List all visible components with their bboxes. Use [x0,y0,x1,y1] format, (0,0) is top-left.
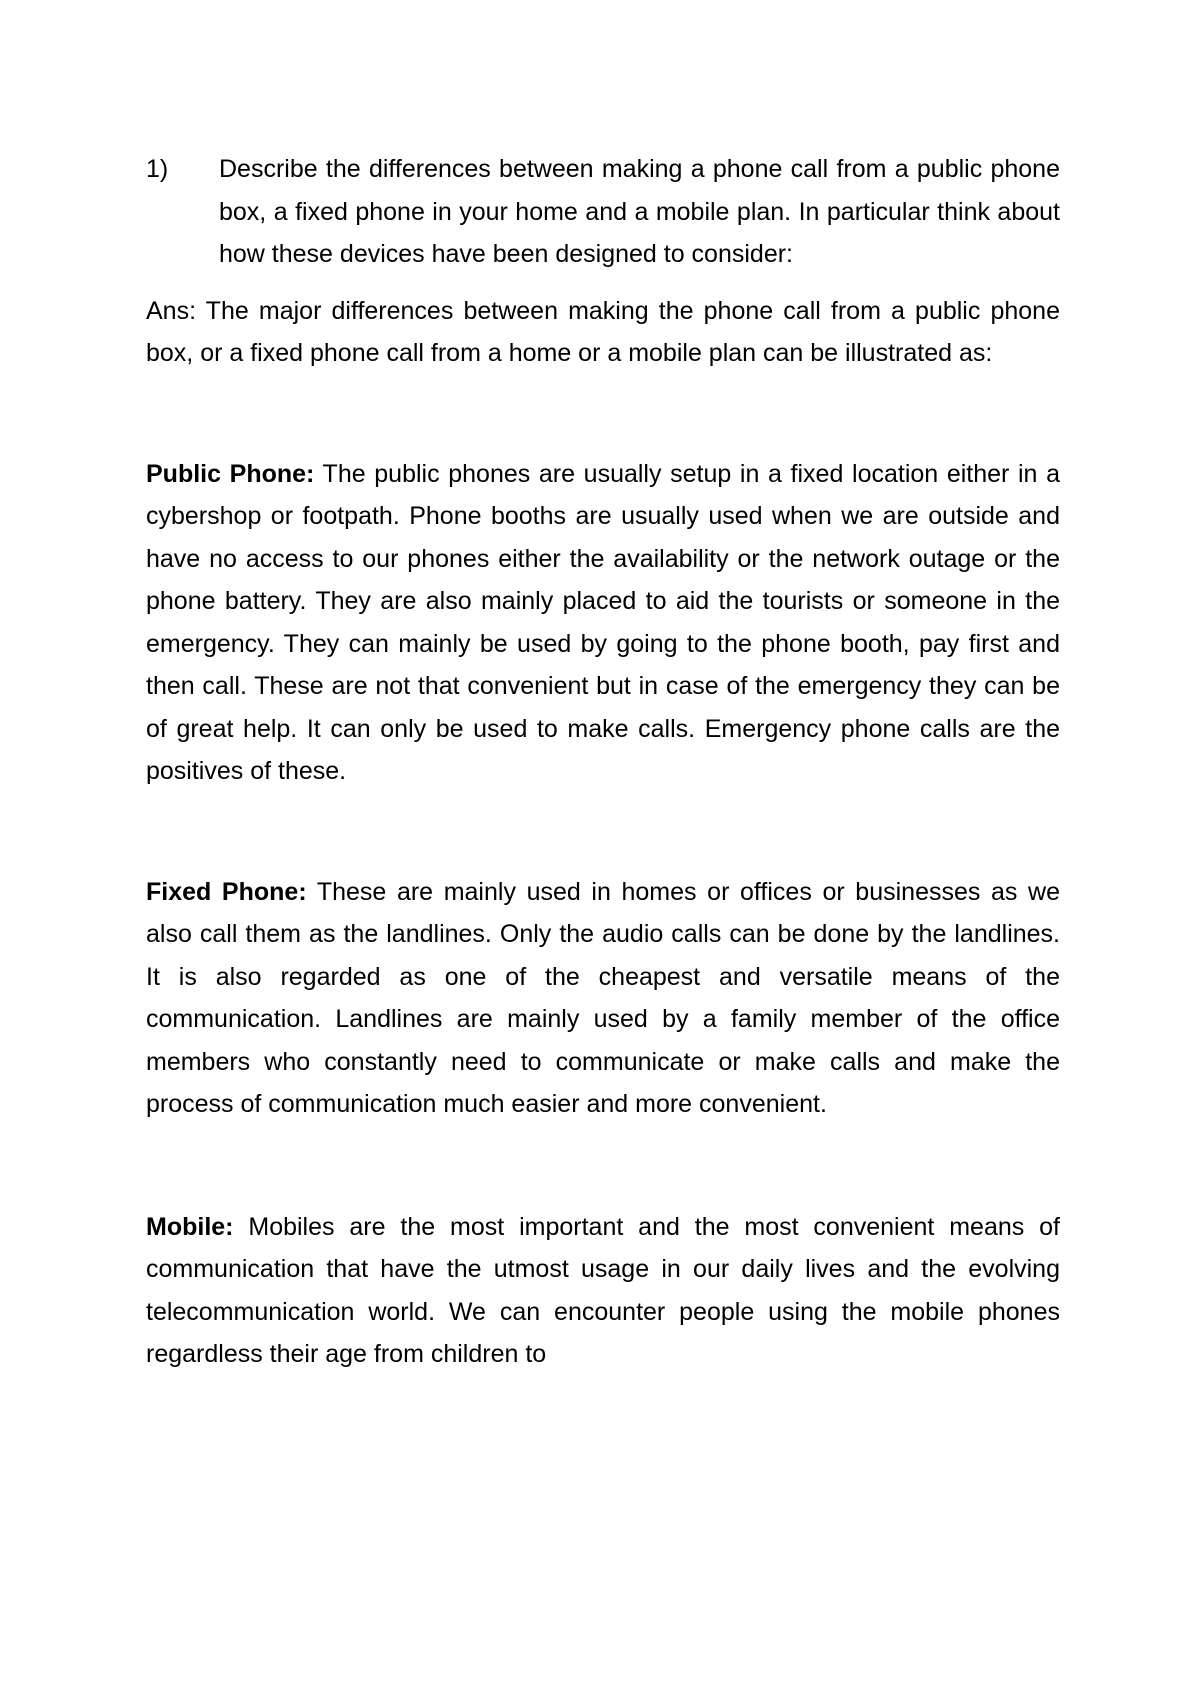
question-item [146,148,1060,276]
section-text: The public phones are usually setup in a fixed location either in a cybershop or footpath. Phone booths are usually used when we are outside and have no access to our phones either the availability or the network outage or the phone battery. They are also mainly placed to aid the tourists or someone in the emergency. They can mainly be used by going to the phone booth, pay first and then call. These are not that convenient but in case of the emergency they can be of great help. It can only be used to make calls. Emergency phone calls are the positives of these. [146,459,1060,785]
section-heading: Mobile: [146,1212,234,1241]
section-text: Mobiles are the most important and the most convenient means of communication that have the utmost usage in our daily lives and the evolving telecommunication world. We can encounter people using the mobile phones regardless their age from children to [146,1212,1060,1368]
section-heading: Fixed Phone: [146,877,307,906]
document-body [146,148,1060,1376]
question-number: 1) [146,155,169,183]
question-text: Describe the differences between making a phone call from a public phone box, a fixed phone in your home and a mobile plan. In particular think about how these devices have been designed to consider: [219,155,1060,268]
section-text: These are mainly used in homes or offices or businesses as we also call them as the landlines. Only the audio calls can be done by the landlines. It is also regarded as one of the cheapest and versatile means of the communication. Landlines are mainly used by a family member of the office members who constantly need to communicate or make calls and make the process of communication much easier and more convenient. [146,877,1061,1118]
answer-intro: Ans: The major differences between making the phone call from a public phone box, or a fixed phone call from a home or a mobile plan can be illustrated as: [146,296,1060,367]
section-public-phone [146,453,1060,793]
section-heading: Public Phone: [146,459,315,488]
section-mobile [146,1206,1060,1376]
section-fixed-phone [146,871,1060,1126]
